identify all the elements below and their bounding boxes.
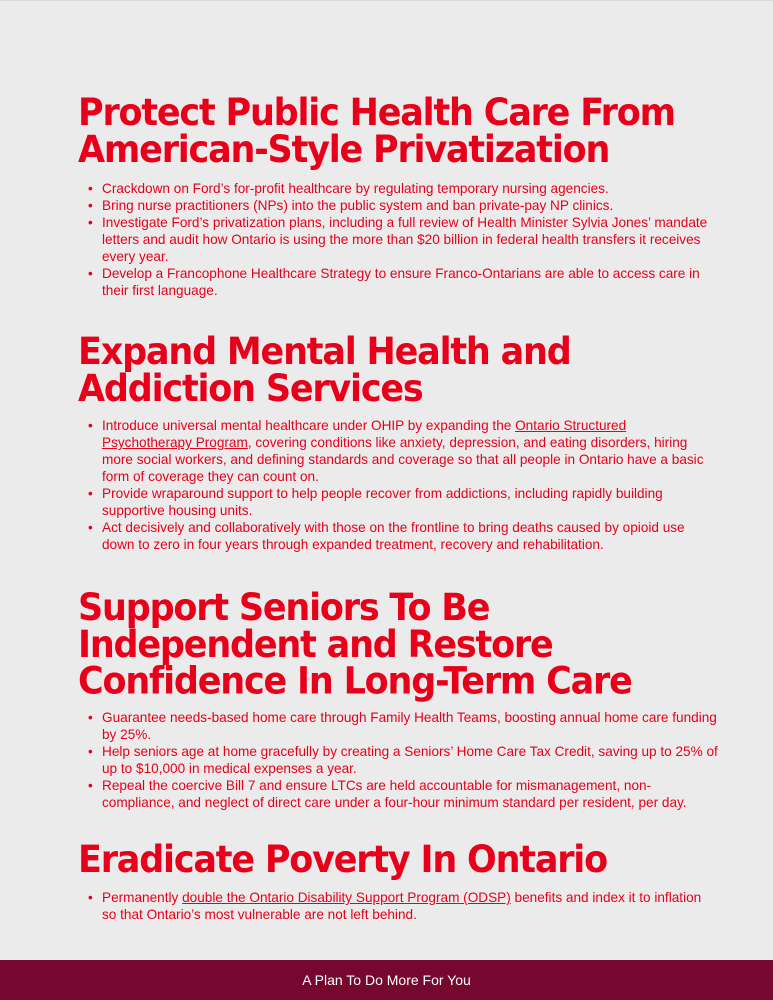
list-item: • Investigate Ford’s privatization plans, including a full review of Health Minister Sylvia Jones’ mandate letters and audit how Ontario is using the more than $20 billion in federal health transfers it receives every year. [102,214,718,265]
section-heading: Eradicate Poverty In Ontario [78,838,607,882]
list-item: • Crackdown on Ford’s for-profit healthcare by regulating temporary nursing agencies. [102,180,718,197]
list-item: • Introduce universal mental healthcare under OHIP by expanding the Ontario Structured Psychotherapy Program, covering conditions like anxiety, depression, and eating disorders, hiring more social workers, and defining standards and coverage so that all people in Ontario have a basic form of coverage they can count on. [102,417,718,485]
footer-text: A Plan To Do More For You [302,972,471,988]
section-mental-health [78,330,718,553]
list-item: • Guarantee needs-based home care through Family Health Teams, boosting annual home care funding by 25%. [102,709,718,743]
odsp-link[interactable]: double the Ontario Disability Support Program (ODSP) [182,890,511,905]
top-border [0,0,773,1]
list-item: • Permanently double the Ontario Disability Support Program (ODSP) benefits and index it to inflation so that Ontario’s most vulnerable are not left behind. [102,889,718,923]
list-item: • Help seniors age at home gracefully by creating a Seniors’ Home Care Tax Credit, saving up to 25% of up to $10,000 in medical expenses a year. [102,743,718,777]
list-item: • Bring nurse practitioners (NPs) into the public system and ban private-pay NP clinics. [102,197,718,214]
bullet-list [78,180,718,299]
section-heading: Support Seniors To Be Independent and Restore Confidence In Long-Term Care [78,586,632,704]
ontario-structured-psychotherapy-link[interactable]: Ontario Structured Psychotherapy Program [102,418,627,450]
section-seniors [78,586,718,811]
bullet-list [78,709,718,811]
section-heading: Protect Public Health Care From American-Style Privatization [78,91,675,172]
list-item: • Repeal the coercive Bill 7 and ensure LTCs are held accountable for mismanagement, non-compliance, and neglect of direct care under a four-hour minimum standard per resident, per day. [102,777,718,811]
section-public-health-care [78,91,718,299]
bullet-list [78,889,718,923]
list-item: • Act decisively and collaboratively with those on the frontline to bring deaths caused by opioid use down to zero in four years through expanded treatment, recovery and rehabilitation. [102,519,718,553]
section-poverty [78,838,718,923]
bullet-list [78,417,718,553]
section-heading: Expand Mental Health and Addiction Services [78,330,571,411]
list-item: • Provide wraparound support to help people recover from addictions, including rapidly building supportive housing units. [102,485,718,519]
list-item: • Develop a Francophone Healthcare Strategy to ensure Franco-Ontarians are able to access care in their first language. [102,265,718,299]
footer-banner [0,960,773,1000]
